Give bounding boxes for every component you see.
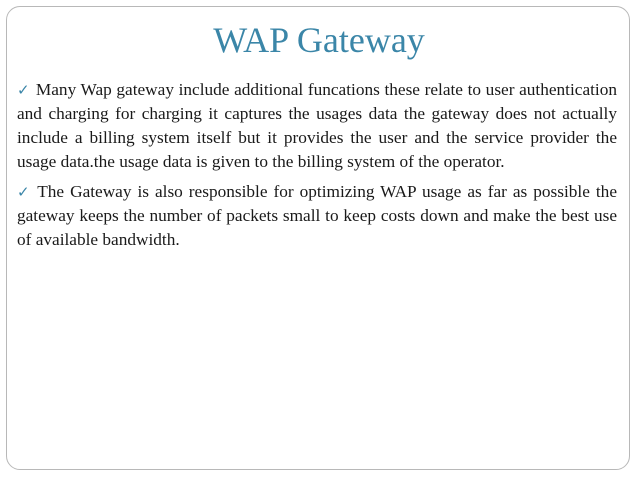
bullet-item [17,180,617,252]
check-icon: ✓ [17,183,32,201]
bullet-text: Many Wap gateway include additional funcations these relate to user authentication and charging for charging it captures the usages data the gateway does not actually include a billing system itself but it provides the user and the service provider the usage data.the usage data is given to the billing system of the operator. [17,80,617,171]
check-icon: ✓ [17,81,30,99]
bullet-list [17,78,617,258]
bullet-item [17,78,617,174]
bullet-text: The Gateway is also responsible for optimizing WAP usage as far as possible the gateway keeps the number of packets small to keep costs down and make the best use of available bandwidth. [17,182,617,249]
slide-title: WAP Gateway [213,20,425,60]
